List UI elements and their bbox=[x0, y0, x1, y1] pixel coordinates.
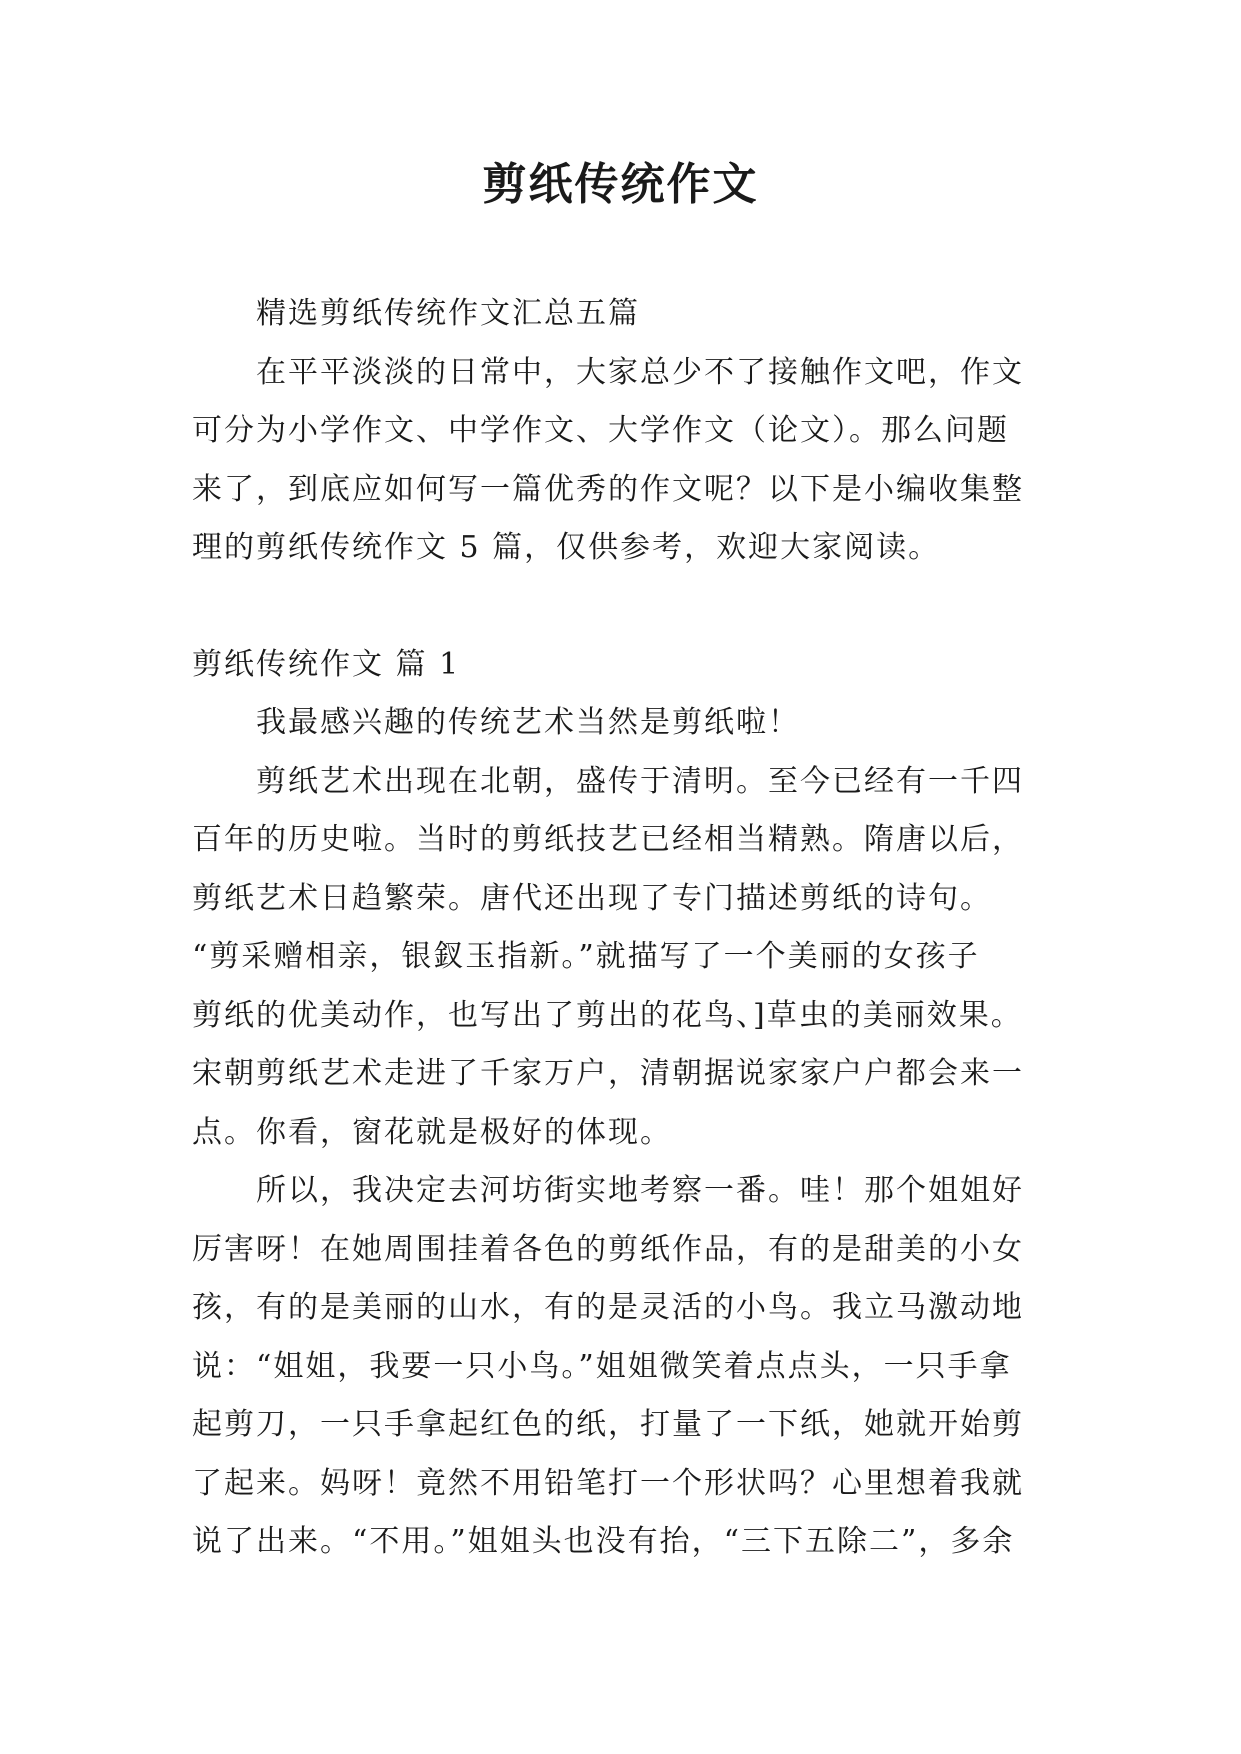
document-body bbox=[192, 285, 1072, 1572]
document-subtitle: 精选剪纸传统作文汇总五篇 bbox=[256, 296, 640, 331]
body-paragraph-1: 我最感兴趣的传统艺术当然是剪纸啦！ bbox=[256, 705, 800, 740]
section-heading: 剪纸传统作文 篇 1 bbox=[192, 646, 461, 682]
intro-paragraph: 在平平淡淡的日常中，大家总少不了接触作文吧，作文 可分为小学作文、中学作文、大学作文（论文）。那么问题 来了，到底应如何写一篇优秀的作文呢？以下是小编收集整 理的剪纸传统作文 5 篇，仅供参考，欢迎大家阅读。 bbox=[192, 354, 1024, 565]
body-paragraph-3: 所以，我决定去河坊街实地考察一番。哇！那个姐姐好 厉害呀！在她周围挂着各色的剪纸作品，有的是甜美的小女 孩，有的是美丽的山水，有的是灵活的小鸟。我立马激动地 说：“姐姐，我要一只小鸟。”姐姐微笑着点点头，一只手拿 起剪刀，一只手拿起红色的纸，打量了一下纸，她就开始剪 了起来。妈呀！竟然不用铅笔打一个形状吗？心里想着我就 说了出来。“不用。”姐姐头也没有抬，“三下五除二”，多余 bbox=[192, 1173, 1024, 1559]
document-title: 剪纸传统作文 bbox=[482, 159, 759, 210]
body-paragraph-2: 剪纸艺术出现在北朝，盛传于清明。至今已经有一千四 百年的历史啦。当时的剪纸技艺已经相当精熟。隋唐以后， 剪纸艺术日趋繁荣。唐代还出现了专门描述剪纸的诗句。 “剪采赠相亲，银釵玉指新。”就描写了一个美丽的女孩子 剪纸的优美动作，也写出了剪出的花鸟、]草虫的美丽效果。 宋朝剪纸艺术走进了千家万户，清朝据说家家户户都会来一 点。你看，窗花就是极好的体现。 bbox=[192, 763, 1024, 1150]
